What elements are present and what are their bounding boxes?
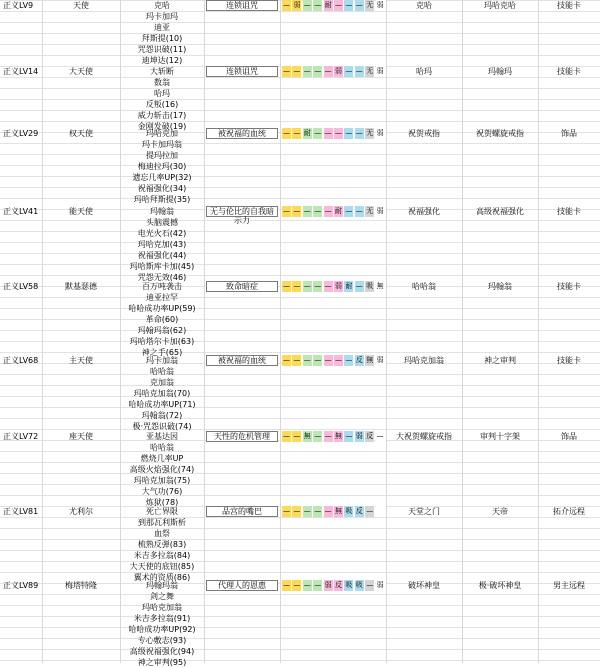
skill-entry: 玛哈斯库卡加(45) [129, 262, 195, 271]
resistance-chip: 无 [366, 1, 374, 9]
skill-entry: 迪坤达(12) [141, 56, 183, 65]
resistance-chip: — [314, 1, 322, 9]
resistance-chip: — [314, 129, 322, 137]
grid-column-line [386, 0, 387, 663]
skill-entry: 百万吨袭击 [142, 282, 182, 291]
item-type: 饰品 [561, 432, 577, 441]
grid-row-line [0, 638, 600, 639]
resistance-chip: — [293, 207, 301, 215]
skill-entry: 高级火焰强化(74) [129, 465, 195, 474]
resistance-chip: — [345, 1, 353, 9]
resistance-chip: 無 [303, 432, 311, 440]
skill-entry: 哈哈成功率UP(92) [128, 625, 196, 634]
persona-level: 正义LV68 [3, 356, 39, 365]
grid-row-line [0, 418, 600, 419]
skill-entry: 玛翰玛翁 [146, 581, 178, 590]
resistance-chip: — [303, 507, 311, 515]
resistance-chip: — [293, 432, 301, 440]
resistance-chip: — [283, 282, 290, 290]
grid-column-line [204, 0, 205, 663]
persona-name: 主天使 [69, 356, 93, 365]
skill-entry: 死亡界限 [146, 507, 178, 516]
item-normal: 大祝贺螺旋戒指 [396, 432, 452, 441]
item-normal: 祝贺戒指 [408, 129, 440, 138]
skill-entry: 克加翁 [150, 378, 174, 387]
resistance-chip: — [366, 581, 374, 589]
resistance-chip: — [314, 507, 322, 515]
resistance-chip: — [324, 507, 332, 515]
skill-entry: 哈哈翁 [150, 443, 174, 452]
resistance-chip: — [366, 507, 374, 515]
resistance-chip: — [303, 356, 311, 364]
resistance-chip: 无 [366, 207, 374, 215]
skill-entry: 到那瓦利斯析 [138, 518, 186, 527]
resistance-chip: — [324, 282, 332, 290]
grid-row-line [0, 176, 600, 177]
skill-entry: 哈哈成功率UP(59) [128, 304, 196, 313]
resistance-chip: 弱 [355, 432, 363, 440]
item-fused: 高级祝福强化 [476, 207, 524, 216]
skill-entry: 玛哈塔尔卡加(63) [129, 337, 195, 346]
persona-name: 天使 [73, 1, 89, 10]
skill-entry: 梅迪拉玛(30) [137, 162, 187, 171]
resistance-chip: 無 [335, 432, 342, 440]
skill-entry: 梳熟反弹(83) [137, 540, 187, 549]
resistance-chip: — [355, 129, 363, 137]
resistance-chip: — [355, 282, 363, 290]
item-type: 拓介远程 [553, 507, 585, 516]
special-skill-box: 天性的危机管理 [206, 431, 278, 442]
resistance-chip: — [283, 207, 290, 215]
grid-row-line [0, 253, 600, 254]
grid-row-line [0, 22, 600, 23]
grid-row-line [0, 572, 600, 573]
resistance-chip: — [283, 507, 290, 515]
grid-row-line [0, 539, 600, 540]
resistance-chip: 弱 [335, 67, 342, 75]
grid-row-line [0, 550, 600, 551]
grid-row-line [0, 528, 600, 529]
item-fused: 极·破坏神皇 [478, 581, 522, 590]
grid-row-line [0, 242, 600, 243]
item-normal: 克哈 [416, 1, 432, 10]
item-normal: 破坏神皇 [408, 581, 440, 590]
grid-row-line [0, 462, 600, 463]
resistance-chip: 弱 [293, 1, 301, 9]
grid-row-line [0, 154, 600, 155]
grid-row-line [0, 660, 600, 661]
resistance-chip: 耐 [303, 129, 311, 137]
skill-entry: 数翁 [154, 78, 170, 87]
skill-entry: 哈玛 [154, 89, 170, 98]
skill-entry: 玛翰翁 [150, 207, 174, 216]
grid-row-line [0, 627, 600, 628]
resistance-chip: — [293, 356, 301, 364]
resistance-chip: 弱 [324, 581, 332, 589]
resistance-chip: 弱 [376, 207, 384, 215]
resistance-chip: 吸 [355, 581, 363, 589]
resistance-chip: — [293, 581, 301, 589]
resistance-chip: — [303, 1, 311, 9]
special-skill-box: 无与伦比的自我暗示力 [206, 206, 278, 217]
persona-level: 正义LV41 [3, 207, 39, 216]
resistance-chip: — [283, 356, 290, 364]
skill-entry: 迪亚拉罕 [146, 293, 178, 302]
grid-row-line [0, 55, 600, 56]
resistance-chip: — [335, 1, 342, 9]
grid-row-line [0, 11, 600, 12]
grid-row-line [0, 605, 600, 606]
grid-row-line [0, 231, 600, 232]
grid-row-line [0, 198, 600, 199]
resistance-chip: — [293, 282, 301, 290]
skill-entry: 玛哈克加翁(70) [133, 389, 191, 398]
skill-entry: 拜斯提(10) [141, 34, 183, 43]
grid-column-line [280, 0, 281, 663]
skill-entry: 米吉多拉翁(84) [133, 551, 191, 560]
item-fused: 天帝 [492, 507, 508, 516]
item-normal: 哈玛 [416, 67, 432, 76]
grid-row-line [0, 264, 600, 265]
persona-level: 正义LV29 [3, 129, 39, 138]
resistance-chip: — [283, 67, 290, 75]
resistance-chip: — [303, 207, 311, 215]
resistance-chip: — [293, 129, 301, 137]
resistance-chip: — [283, 581, 290, 589]
resistance-chip: — [376, 432, 384, 440]
special-skill-box: 被祝福的血统 [206, 355, 278, 366]
skill-entry: 玛哈拜斯提(35) [133, 195, 191, 204]
grid-row-line [0, 385, 600, 386]
item-normal: 天堂之门 [408, 507, 440, 516]
persona-name: 能天使 [69, 207, 93, 216]
skill-entry: 玛卡加玛 [146, 12, 178, 21]
skill-entry: 迪亚 [154, 23, 170, 32]
resistance-chip: — [303, 282, 311, 290]
skill-entry: 神之手(65) [141, 348, 183, 357]
resistance-chip: — [345, 356, 353, 364]
skill-entry: 玛翰翁(72) [141, 411, 183, 420]
persona-name: 尤利尔 [69, 507, 93, 516]
grid-row-line [0, 396, 600, 397]
grid-row-line [0, 220, 600, 221]
grid-column-line [538, 0, 539, 663]
grid-row-line [0, 308, 600, 309]
resistance-chip: — [335, 356, 342, 364]
resistance-chip: 耐 [335, 207, 342, 215]
item-fused: 玛翰玛 [488, 67, 512, 76]
skill-entry: 血祭 [154, 529, 170, 538]
skill-entry: 神之审判(95) [137, 658, 187, 667]
skill-entry: 头脑震撼 [146, 218, 178, 227]
item-type: 技能卡 [557, 207, 581, 216]
persona-level: 正义LV14 [3, 67, 39, 76]
grid-row-line [0, 495, 600, 496]
resistance-chip: 無 [366, 356, 374, 364]
skill-entry: 玛哈克加翁(75) [133, 476, 191, 485]
skill-entry: 威力斩击(17) [137, 111, 187, 120]
resistance-chip: — [345, 207, 353, 215]
resistance-chip: — [355, 67, 363, 75]
skill-entry: 玛哈克加(43) [137, 240, 187, 249]
skill-entry: 电光火石(42) [137, 229, 187, 238]
skill-entry: 咒怨识破(11) [137, 45, 187, 54]
grid-row-line [0, 649, 600, 650]
resistance-chip: 反 [366, 432, 374, 440]
special-skill-box: 连锁诅咒 [206, 0, 278, 11]
resistance-chip: — [314, 207, 322, 215]
skill-entry: 克哈 [154, 1, 170, 10]
resistance-chip: — [293, 507, 301, 515]
special-skill-box: 代理人的恩惠 [206, 580, 278, 591]
skill-entry: 大气功(76) [141, 487, 183, 496]
skill-entry: 哈哈成功率UP(71) [128, 400, 196, 409]
grid-row-line [0, 517, 600, 518]
resistance-chip: — [303, 581, 311, 589]
skill-entry: 哈哈翁 [150, 367, 174, 376]
resistance-chip: — [283, 129, 290, 137]
persona-name: 默基瑟德 [65, 282, 97, 291]
item-type: 饰品 [561, 129, 577, 138]
skill-entry: 翼术的资质(86) [133, 573, 191, 582]
resistance-chip: 反 [355, 507, 363, 515]
persona-name: 大天使 [69, 67, 93, 76]
resistance-chip: 无 [366, 129, 374, 137]
item-fused: 玛哈克哈 [484, 1, 516, 10]
resistance-chip: 弱 [376, 356, 384, 364]
resistance-chip: 反 [335, 581, 342, 589]
resistance-chip: — [345, 432, 353, 440]
resistance-chip: — [303, 67, 311, 75]
resistance-chip: 无 [366, 67, 374, 75]
persona-name: 梅塔特隆 [65, 581, 97, 590]
skill-entry: 米吉多拉翁(91) [133, 614, 191, 623]
skill-entry: 高级祝福强化(94) [129, 647, 195, 656]
grid-row-line [0, 484, 600, 485]
special-skill-box: 被祝福的血统 [206, 128, 278, 139]
resistance-chip: — [345, 129, 353, 137]
grid-row-line [0, 110, 600, 111]
skill-entry: 祝福强化(34) [137, 184, 187, 193]
skill-entry: 剑之舞 [150, 592, 174, 601]
grid-row-line [0, 341, 600, 342]
persona-level: 正义LV81 [3, 507, 39, 516]
grid-row-line [0, 33, 600, 34]
item-type: 技能卡 [557, 67, 581, 76]
resistance-chip: — [345, 67, 353, 75]
special-skill-box: 品宫的嘴巴 [206, 506, 278, 517]
grid-row-line [0, 473, 600, 474]
resistance-chip: — [283, 1, 290, 9]
resistance-chip: 反 [355, 356, 363, 364]
item-type: 技能卡 [557, 282, 581, 291]
grid-row-line [0, 429, 600, 430]
grid-row-line [0, 77, 600, 78]
grid-row-line [0, 275, 600, 276]
resistance-chip: — [324, 207, 332, 215]
resistance-chip: 耐 [345, 282, 353, 290]
skill-entry: 玛哈克加翁 [142, 603, 182, 612]
grid-row-line [0, 594, 600, 595]
resistance-chip: 弱 [335, 282, 342, 290]
persona-level: 正义LV9 [3, 1, 34, 10]
skill-entry: 大天使的底钮(85) [129, 562, 195, 571]
grid-row-line [0, 352, 600, 353]
grid-row-line [0, 88, 600, 89]
grid-row-line [0, 374, 600, 375]
persona-name: 权天使 [69, 129, 93, 138]
resistance-chip: — [314, 581, 322, 589]
resistance-chip: — [324, 129, 332, 137]
resistance-chip: — [324, 432, 332, 440]
skill-entry: 祝福强化(44) [137, 251, 187, 260]
resistance-chip: 無 [376, 282, 384, 290]
grid-row-line [0, 165, 600, 166]
resistance-chip: 弱 [376, 129, 384, 137]
special-skill-box: 连锁诅咒 [206, 66, 278, 77]
grid-row-line [0, 297, 600, 298]
skill-entry: 炼狱(78) [145, 498, 179, 507]
resistance-chip: — [314, 356, 322, 364]
resistance-chip: 弱 [376, 67, 384, 75]
resistance-chip: — [355, 1, 363, 9]
resistance-chip: 弱 [376, 581, 384, 589]
special-skill-box: 致命暗症 [206, 281, 278, 292]
item-type: 男主远程 [553, 581, 585, 590]
skill-entry: 燃烧几率UP [140, 454, 184, 463]
item-fused: 神之审判 [484, 356, 516, 365]
resistance-chip: — [355, 207, 363, 215]
grid-row-line [0, 407, 600, 408]
grid-row-line [0, 561, 600, 562]
skill-entry: 大斩断 [150, 67, 174, 76]
skill-entry: 革命(60) [145, 315, 179, 324]
grid-column-line [42, 0, 43, 663]
skill-entry: 遗忘几率UP(32) [132, 173, 192, 182]
resistance-chip: — [314, 432, 322, 440]
skill-entry: 亚基达因 [146, 432, 178, 441]
persona-name: 座天使 [69, 432, 93, 441]
resistance-chip: 弱 [376, 1, 384, 9]
item-fused: 祝贺螺旋戒指 [476, 129, 524, 138]
grid-column-line [462, 0, 463, 663]
item-normal: 哈哈翁 [412, 282, 436, 291]
persona-level: 正义LV89 [3, 581, 39, 590]
grid-row-line [0, 319, 600, 320]
item-type: 技能卡 [557, 356, 581, 365]
grid-row-line [0, 143, 600, 144]
skill-entry: 咒怨无效(46) [137, 273, 187, 282]
resistance-chip: — [324, 67, 332, 75]
resistance-chip [376, 506, 386, 517]
grid-row-line [0, 616, 600, 617]
item-type: 技能卡 [557, 1, 581, 10]
skill-entry: 玛翰玛翁(62) [137, 326, 187, 335]
resistance-chip: — [293, 67, 301, 75]
skill-entry: 反叛(16) [145, 100, 179, 109]
resistance-chip: — [314, 282, 322, 290]
item-normal: 祝福强化 [408, 207, 440, 216]
persona-level: 正义LV58 [3, 282, 39, 291]
grid-row-line [0, 187, 600, 188]
grid-row-line [0, 99, 600, 100]
resistance-chip: — [324, 356, 332, 364]
resistance-chip: — [335, 129, 342, 137]
resistance-chip: — [314, 67, 322, 75]
resistance-chip: — [283, 432, 290, 440]
skill-entry: 玛哈克加 [146, 129, 178, 138]
skill-entry: 提玛拉加 [146, 151, 178, 160]
persona-level: 正义LV72 [3, 432, 39, 441]
resistance-chip: 耐 [324, 1, 332, 9]
skill-entry: 玛卡加玛翁 [142, 140, 182, 149]
resistance-chip: 吸 [345, 507, 353, 515]
grid-row-line [0, 451, 600, 452]
item-fused: 玛翰翁 [488, 282, 512, 291]
resistance-chip: 無 [335, 507, 342, 515]
item-fused: 审判十字架 [480, 432, 520, 441]
grid-row-line [0, 121, 600, 122]
skill-entry: 极·咒怨识破(74) [132, 422, 192, 431]
resistance-chip: 吸 [345, 581, 353, 589]
skill-entry: 玛卡加翁 [146, 356, 178, 365]
grid-row-line [0, 44, 600, 45]
grid-row-line [0, 330, 600, 331]
resistance-chip: 吸 [366, 282, 374, 290]
item-normal: 玛哈克加翁 [404, 356, 444, 365]
skill-entry: 金刚发破(19) [137, 122, 187, 131]
skill-entry: 专心敷志(93) [137, 636, 187, 645]
